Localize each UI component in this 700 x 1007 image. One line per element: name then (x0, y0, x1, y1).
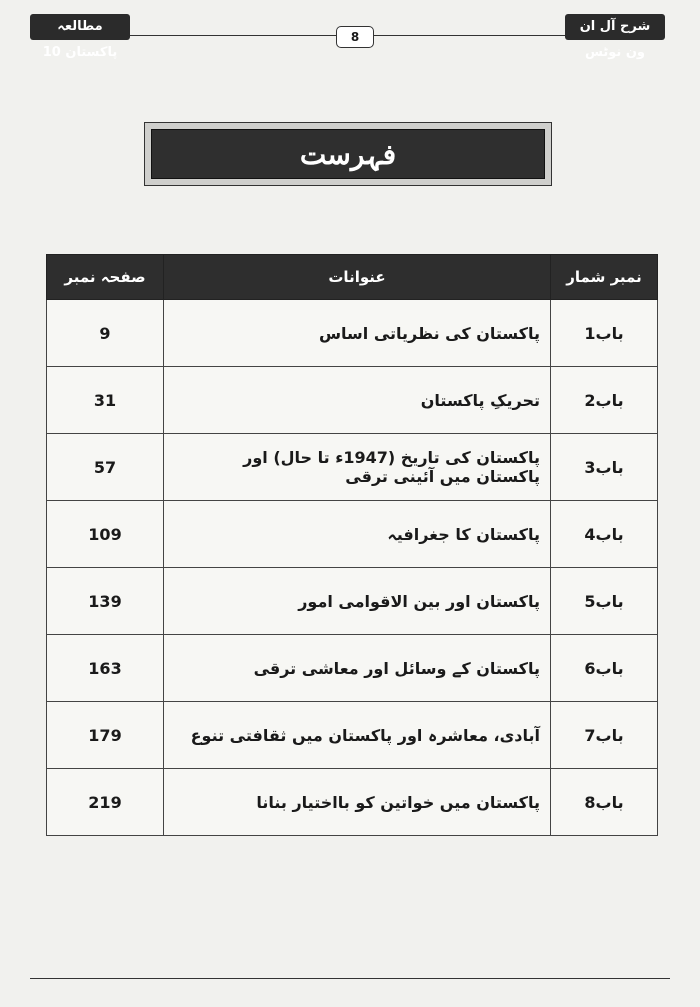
contents-table (46, 254, 658, 836)
table-row[interactable] (47, 702, 658, 769)
header-rule (130, 35, 618, 36)
row-chapter: باب3 (551, 434, 658, 501)
page-number: 8 (336, 26, 374, 48)
header-titles: عنوانات (164, 255, 551, 300)
row-chapter: باب7 (551, 702, 658, 769)
table-row[interactable] (47, 568, 658, 635)
table-row[interactable] (47, 769, 658, 836)
row-title: پاکستان اور بین الاقوامی امور (164, 568, 551, 635)
row-title: پاکستان کا جغرافیہ (164, 501, 551, 568)
header-book-label: شرح آل ان ون نوٹس (565, 14, 665, 40)
row-page: 139 (47, 568, 164, 635)
page-title-frame (144, 122, 552, 186)
row-page: 31 (47, 367, 164, 434)
page-title: فہرست (151, 129, 545, 179)
row-title: پاکستان میں خواتین کو بااختیار بنانا (164, 769, 551, 836)
row-chapter: باب6 (551, 635, 658, 702)
row-chapter: باب8 (551, 769, 658, 836)
row-title: پاکستان کی تاریخ (1947ء تا حال) اور پاکستان میں آئینی ترقی (164, 434, 551, 501)
table-row[interactable] (47, 635, 658, 702)
row-page: 179 (47, 702, 164, 769)
row-page: 9 (47, 300, 164, 367)
row-chapter: باب4 (551, 501, 658, 568)
row-page: 109 (47, 501, 164, 568)
row-chapter: باب1 (551, 300, 658, 367)
row-title: آبادی، معاشرہ اور پاکستان میں ثقافتی تنوع (164, 702, 551, 769)
header-serial-number: نمبر شمار (551, 255, 658, 300)
header-subject-label: مطالعہ پاکستان 10 (30, 14, 130, 40)
row-title: پاکستان کی نظریاتی اساس (164, 300, 551, 367)
table-row[interactable] (47, 300, 658, 367)
row-page: 163 (47, 635, 164, 702)
table-row[interactable] (47, 434, 658, 501)
row-chapter: باب2 (551, 367, 658, 434)
row-chapter: باب5 (551, 568, 658, 635)
table-header-row (47, 255, 658, 300)
row-page: 219 (47, 769, 164, 836)
table-row[interactable] (47, 501, 658, 568)
row-page: 57 (47, 434, 164, 501)
row-title: پاکستان کے وسائل اور معاشی ترقی (164, 635, 551, 702)
table-row[interactable] (47, 367, 658, 434)
header-page-number: صفحہ نمبر (47, 255, 164, 300)
footer-rule (30, 978, 670, 979)
row-title: تحریکِ پاکستان (164, 367, 551, 434)
